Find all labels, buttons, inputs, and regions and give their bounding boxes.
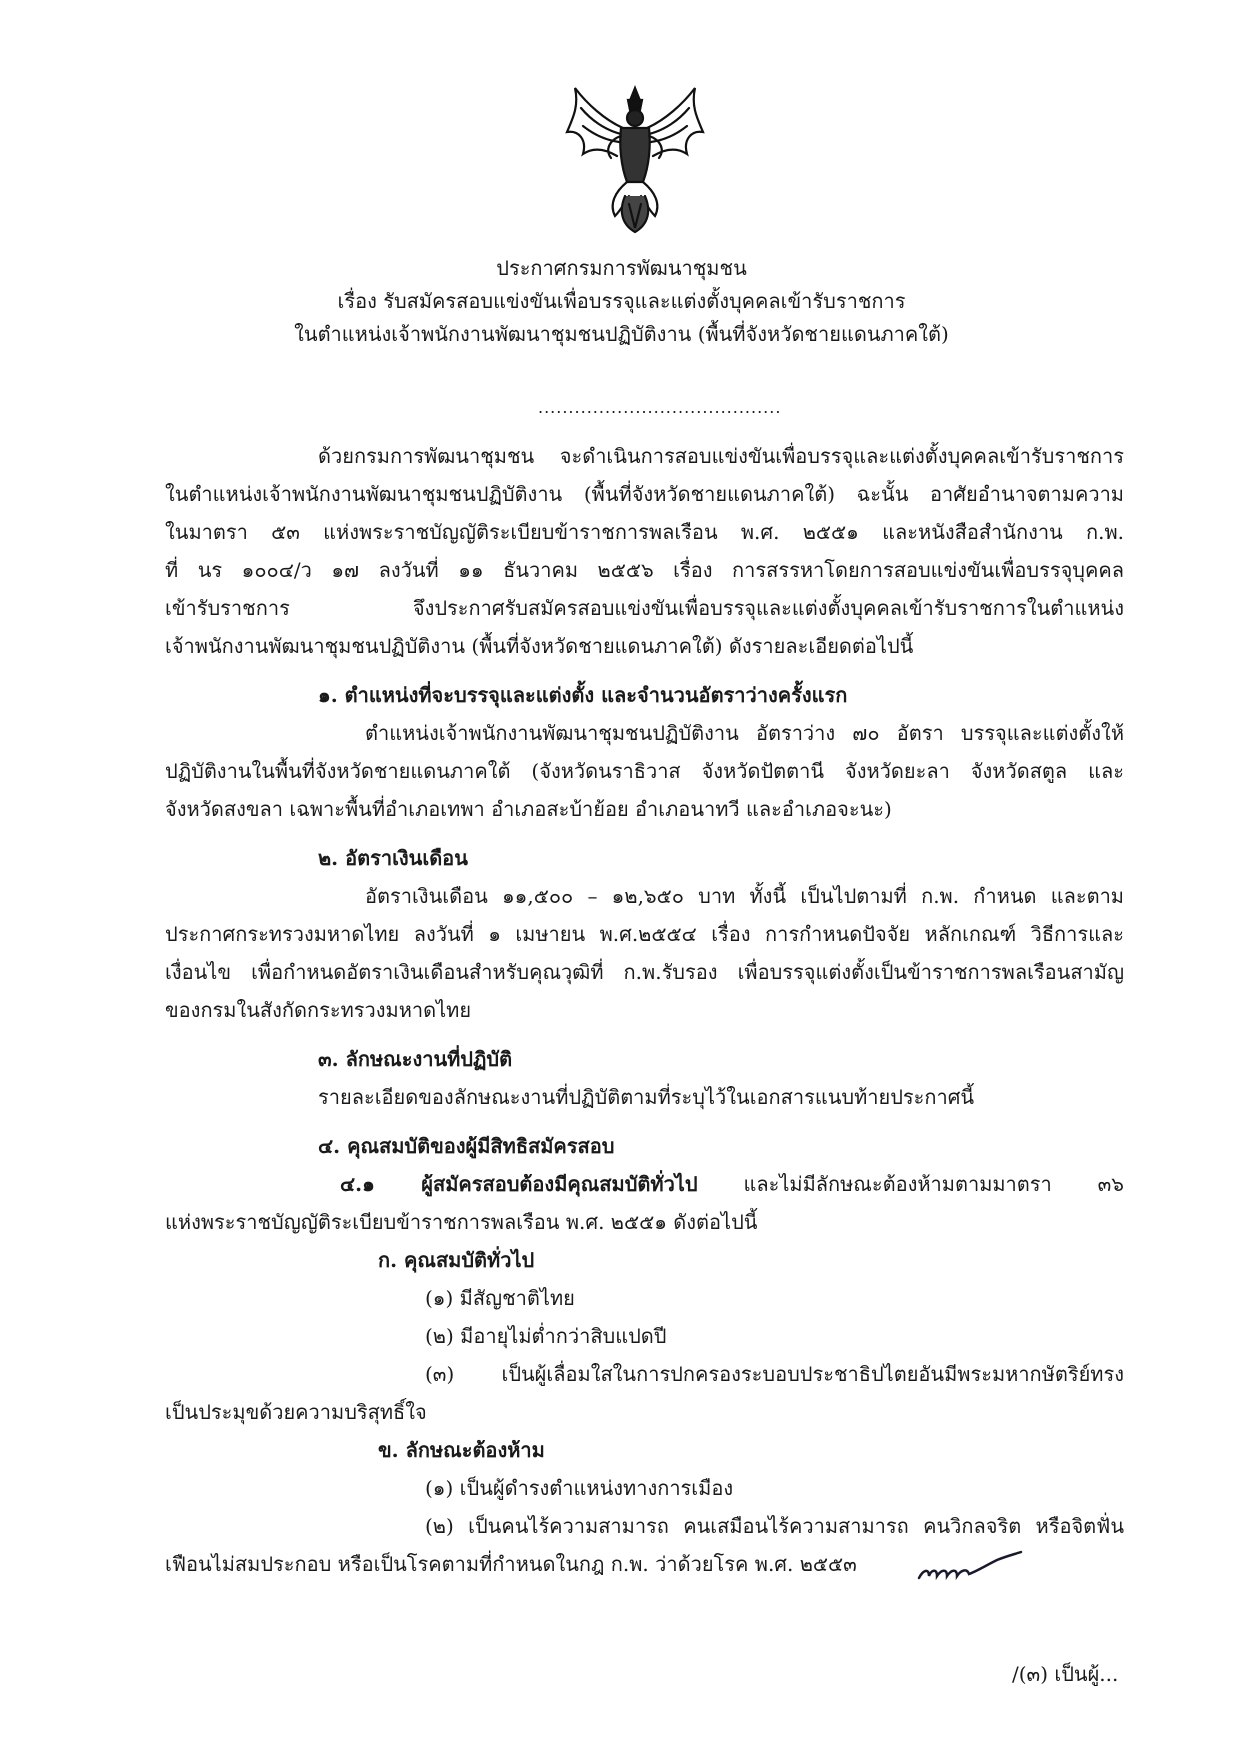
section-1-line-3: จังหวัดสงขลา เฉพาะพื้นที่อำเภอเทพา อำเภอสะบ้าย้อย อำเภอนาทวี และอำเภอจะนะ) — [165, 797, 892, 821]
section-4-1-bold: ๔.๑ ผู้สมัครสอบต้องมีคุณสมบัติทั่วไป — [340, 1172, 698, 1196]
section-2-line-3: เงื่อนไข เพื่อกำหนดอัตราเงินเดือนสำหรับคุณวุฒิที่ ก.พ.รับรอง เพื่อบรรจุแต่งตั้งเป็นข้าราชการพลเรือนสามัญ — [165, 960, 1124, 984]
section-1-heading: ๑. ตำแหน่งที่จะบรรจุและแต่งตั้ง และจำนวนอัตราว่างครั้งแรก — [318, 683, 848, 707]
section-1-line-2: ปฏิบัติงานในพื้นที่จังหวัดชายแดนภาคใต้ (จังหวัดนราธิวาส จังหวัดปัตตานี จังหวัดยะลา จังหวัดสตูล และ — [165, 759, 1124, 783]
section-2-heading: ๒. อัตราเงินเดือน — [318, 846, 468, 870]
section-4-1-line-2: แห่งพระราชบัญญัติระเบียบข้าราชการพลเรือน พ.ศ. ๒๕๕๑ ดังต่อไปนี้ — [165, 1210, 758, 1234]
qualification-b-2-cont: เฟือนไม่สมประกอบ หรือเป็นโรคตามที่กำหนดในกฎ ก.พ. ว่าด้วยโรค พ.ศ. ๒๕๕๓ — [165, 1552, 857, 1576]
qualification-a-2: (๒) มีอายุไม่ต่ำกว่าสิบแปดปี — [425, 1324, 667, 1348]
section-2-line-2: ประกาศกระทรวงมหาดไทย ลงวันที่ ๑ เมษายน พ.ศ.๒๕๕๔ เรื่อง การกำหนดปัจจัย หลักเกณฑ์ วิธีการและ — [165, 922, 1124, 946]
announcement-position: ในตำแหน่งเจ้าพนักงานพัฒนาชุมชนปฏิบัติงาน (พื้นที่จังหวัดชายแดนภาคใต้) — [294, 322, 949, 346]
page-continuation: /(๓) เป็นผู้... — [1012, 1662, 1119, 1686]
qualification-b-2: (๒) เป็นคนไร้ความสามารถ คนเสมือนไร้ความสามารถ คนวิกลจริต หรือจิตฟั่น — [425, 1514, 1124, 1538]
intro-line-5: เข้ารับราชการ จึงประกาศรับสมัครสอบแข่งขันเพื่อบรรจุและแต่งตั้งบุคคลเข้ารับราชการในตำแหน่ง — [165, 596, 1124, 620]
header-divider: ........................................ — [538, 398, 782, 417]
qualification-b-heading: ข. ลักษณะต้องห้าม — [378, 1438, 545, 1462]
intro-line-2: ในตำแหน่งเจ้าพนักงานพัฒนาชุมชนปฏิบัติงาน (พื้นที่จังหวัดชายแดนภาคใต้) ฉะนั้น อาศัยอำนาจตามความ — [165, 482, 1124, 506]
qualification-a-1: (๑) มีสัญชาติไทย — [425, 1286, 575, 1310]
intro-line-1: ด้วยกรมการพัฒนาชุมชน จะดำเนินการสอบแข่งขันเพื่อบรรจุและแต่งตั้งบุคคลเข้ารับราชการ — [318, 444, 1124, 468]
section-4-1-line-1 — [340, 1170, 1124, 1198]
announcement-subject: เรื่อง รับสมัครสอบแข่งขันเพื่อบรรจุและแต่งตั้งบุคคลเข้ารับราชการ — [337, 289, 906, 313]
section-4-1-rest: และไม่มีลักษณะต้องห้ามตามมาตรา ๓๖ — [697, 1172, 1124, 1196]
announcement-issuer: ประกาศกรมการพัฒนาชุมชน — [496, 256, 747, 280]
section-4-heading: ๔. คุณสมบัติของผู้มีสิทธิสมัครสอบ — [318, 1134, 615, 1158]
handwritten-signature-icon — [915, 1548, 1025, 1588]
intro-line-3: ในมาตรา ๕๓ แห่งพระราชบัญญัติระเบียบข้าราชการพลเรือน พ.ศ. ๒๕๕๑ และหนังสือสำนักงาน ก.พ. — [165, 520, 1124, 544]
qualification-a-3: (๓) เป็นผู้เลื่อมใสในการปกครองระบอบประชาธิปไตยอันมีพระมหากษัตริย์ทรง — [425, 1362, 1124, 1386]
section-1-line-1: ตำแหน่งเจ้าพนักงานพัฒนาชุมชนปฏิบัติงาน อัตราว่าง ๗๐ อัตรา บรรจุและแต่งตั้งให้ — [365, 721, 1124, 745]
qualification-a-heading: ก. คุณสมบัติทั่วไป — [378, 1248, 535, 1272]
section-2-line-4: ของกรมในสังกัดกระทรวงมหาดไทย — [165, 998, 472, 1022]
intro-line-6: เจ้าพนักงานพัฒนาชุมชนปฏิบัติงาน (พื้นที่จังหวัดชายแดนภาคใต้) ดังรายละเอียดต่อไปนี้ — [165, 634, 914, 658]
section-3-heading: ๓. ลักษณะงานที่ปฏิบัติ — [318, 1047, 513, 1071]
qualification-a-3-cont: เป็นประมุขด้วยความบริสุทธิ์ใจ — [165, 1400, 427, 1424]
garuda-emblem-icon — [565, 84, 705, 236]
section-3-line-1: รายละเอียดของลักษณะงานที่ปฏิบัติตามที่ระบุไว้ในเอกสารแนบท้ายประกาศนี้ — [318, 1085, 975, 1109]
intro-line-4: ที่ นร ๑๐๐๔/ว ๑๗ ลงวันที่ ๑๑ ธันวาคม ๒๕๕๖ เรื่อง การสรรหาโดยการสอบแข่งขันเพื่อบรรจุบุคคล — [165, 558, 1124, 582]
section-2-line-1: อัตราเงินเดือน ๑๑,๕๐๐ – ๑๒,๖๕๐ บาท ทั้งนี้ เป็นไปตามที่ ก.พ. กำหนด และตาม — [365, 884, 1124, 908]
qualification-b-1: (๑) เป็นผู้ดำรงตำแหน่งทางการเมือง — [425, 1476, 734, 1500]
